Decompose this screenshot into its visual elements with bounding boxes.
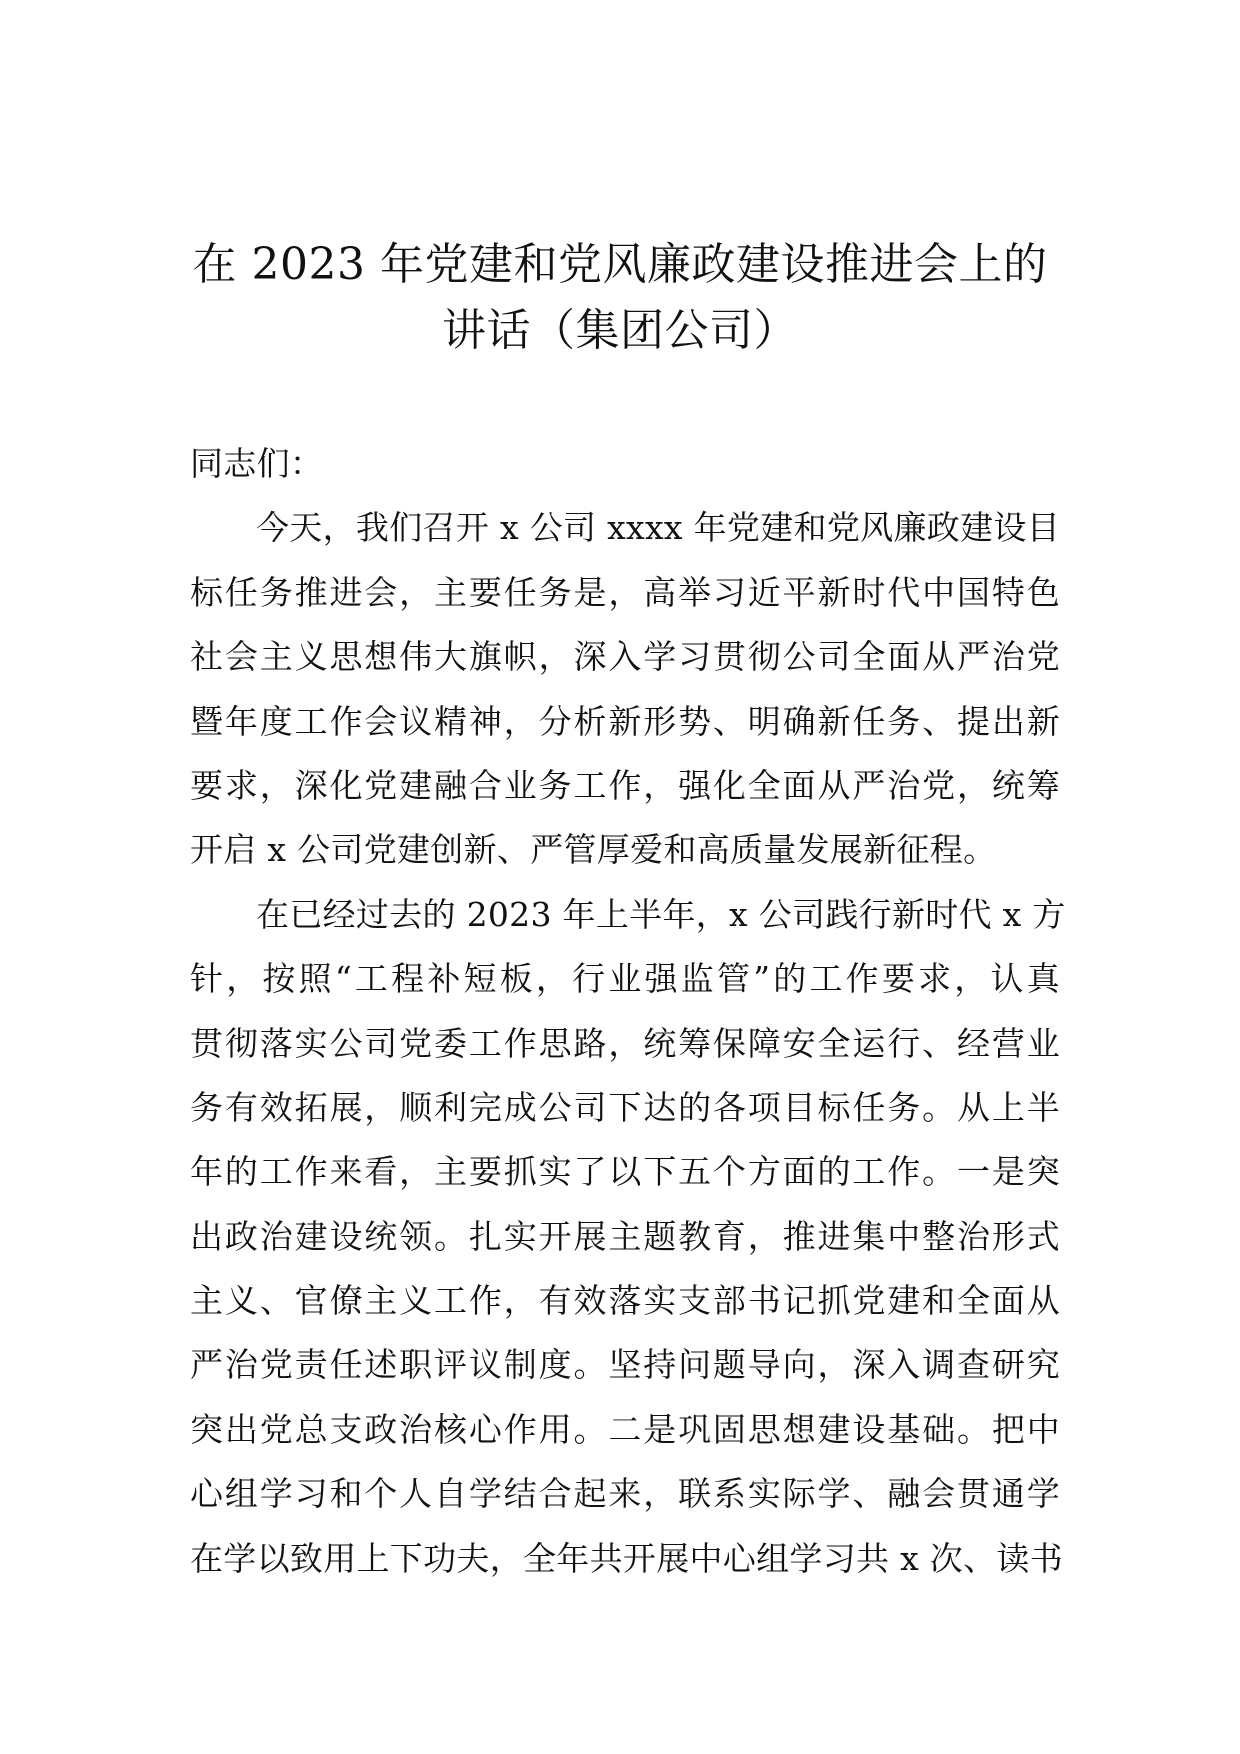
paragraph-line: 今天，我们召开 x 公司 xxxx 年党建和党风廉政建设目 bbox=[256, 508, 1060, 548]
paragraph-line: 心组学习和个人自学结合起来，联系实际学、融会贯通学 bbox=[190, 1474, 1060, 1514]
paragraph-line: 标任务推进会，主要任务是，高举习近平新时代中国特色 bbox=[190, 572, 1060, 612]
paragraph-line: 针，按照“工程补短板，行业强监管”的工作要求，认真 bbox=[190, 959, 1060, 999]
paragraph-line: 暨年度工作会议精神，分析新形势、明确新任务、提出新 bbox=[190, 701, 1060, 741]
paragraph-line: 年的工作来看，主要抓实了以下五个方面的工作。一是突 bbox=[190, 1152, 1060, 1192]
salutation: 同志们： bbox=[190, 444, 324, 483]
paragraph-line: 突出党总支政治核心作用。二是巩固思想建设基础。把中 bbox=[190, 1409, 1060, 1449]
paragraph-line: 在已经过去的 2023 年上半年，x 公司践行新时代 x 方 bbox=[256, 894, 1066, 934]
paragraph-1 bbox=[190, 496, 1060, 882]
paragraph-line: 出政治建设统领。扎实开展主题教育，推进集中整治形式 bbox=[190, 1216, 1060, 1256]
paragraph-line: 务有效拓展，顺利完成公司下达的各项目标任务。从上半 bbox=[190, 1087, 1060, 1127]
paragraph-2 bbox=[190, 883, 1066, 1591]
paragraph-line: 要求，深化党建融合业务工作，强化全面从严治党，统筹 bbox=[190, 765, 1060, 805]
document-title bbox=[150, 232, 1090, 364]
document-body bbox=[190, 432, 1066, 1591]
title-line: 在 2023 年党建和党风廉政建设推进会上的 bbox=[192, 239, 1048, 290]
paragraph-line: 主义、官僚主义工作，有效落实支部书记抓党建和全面从 bbox=[190, 1281, 1060, 1321]
paragraph-line: 贯彻落实公司党委工作思路，统筹保障安全运行、经营业 bbox=[190, 1023, 1060, 1063]
paragraph-line: 严治党责任述职评议制度。坚持问题导向，深入调查研究 bbox=[190, 1345, 1060, 1385]
paragraph-line: 社会主义思想伟大旗帜，深入学习贯彻公司全面从严治党 bbox=[190, 637, 1060, 677]
paragraph-line: 在学以致用上下功夫，全年共开展中心组学习共 x 次、读书 bbox=[190, 1538, 1063, 1578]
title-line: 讲话（集团公司） bbox=[442, 305, 798, 356]
paragraph-line: 开启 x 公司党建创新、严管厚爱和高质量发展新征程。 bbox=[190, 830, 997, 870]
